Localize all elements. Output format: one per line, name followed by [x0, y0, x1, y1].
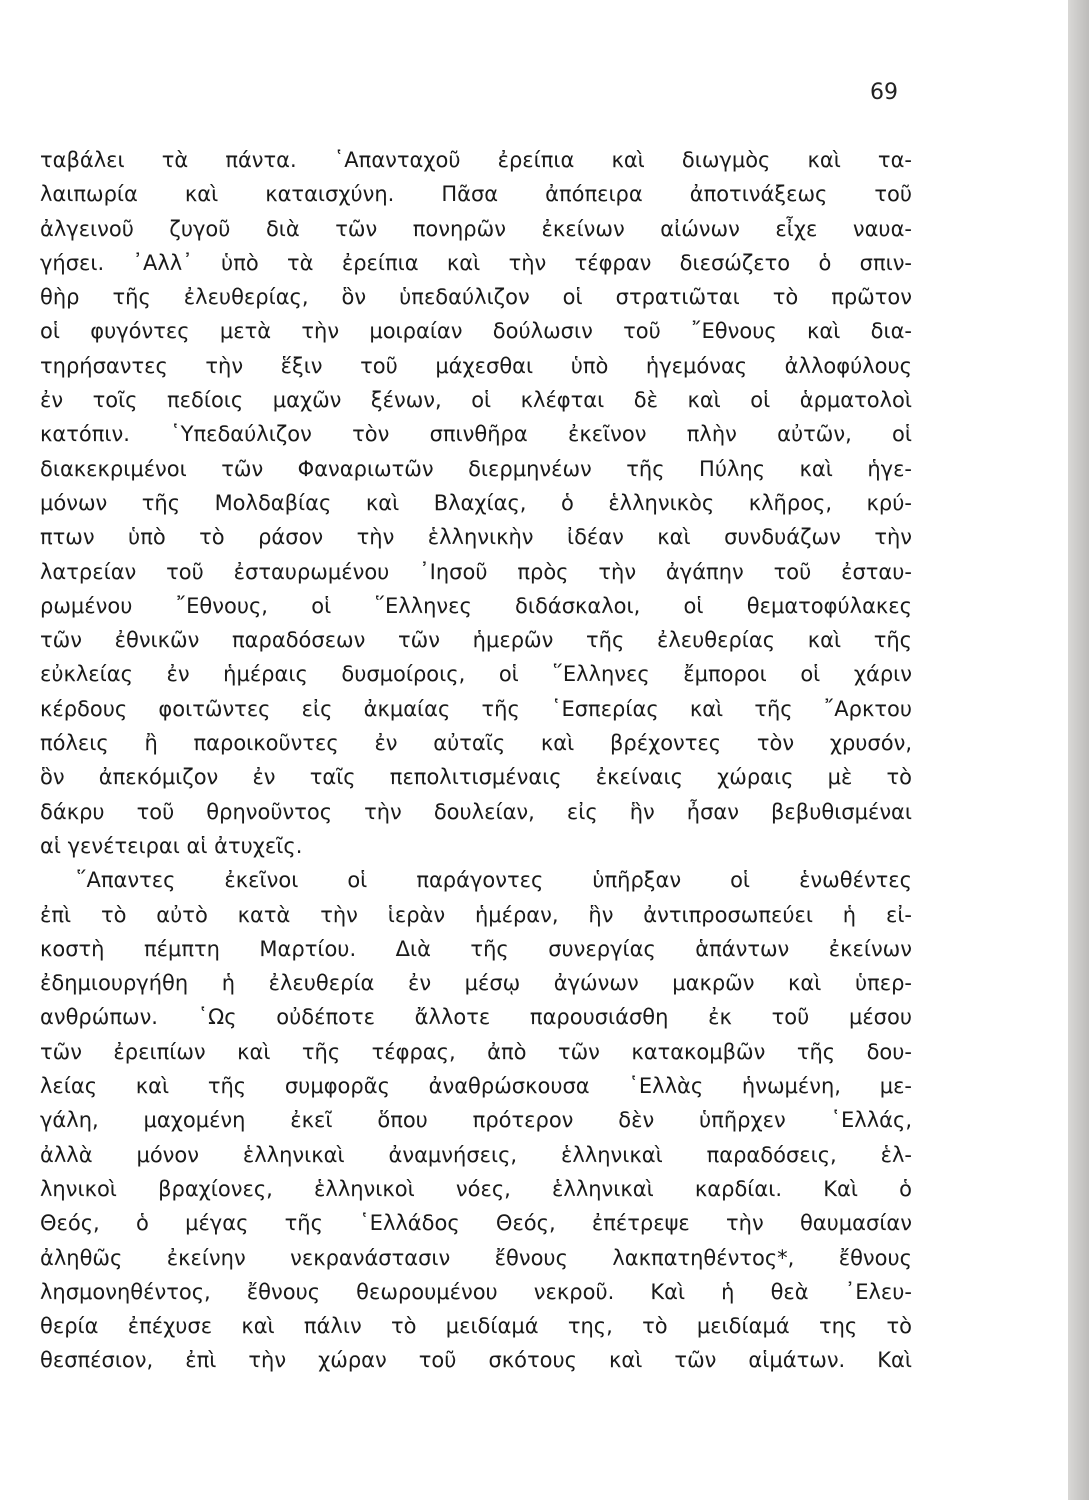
text-line: τηρήσαντες τὴν ἕξιν τοῦ μάχεσθαι ὑπὸ ἡγεμόνας ἀλλοφύλους	[40, 353, 912, 378]
text-line: ἐδημιουργήθη ἡ ἐλευθερία ἐν μέσῳ ἀγώνων μακρῶν καὶ ὑπερ-	[40, 971, 912, 996]
text-line: ἀλγεινοῦ ζυγοῦ διὰ τῶν πονηρῶν ἐκείνων αἰώνων εἶχε ναυα-	[40, 216, 912, 241]
text-line: ῞Απαντες ἐκεῖνοι οἱ παράγοντες ὑπῆρξαν οἱ ἑνωθέντες	[76, 868, 912, 893]
text-line: θερία ἐπέχυσε καὶ πάλιν τὸ μειδίαμά της, τὸ μειδίαμά της τὸ	[40, 1314, 912, 1339]
body-text	[40, 143, 912, 1378]
page-number: 69	[870, 80, 898, 105]
text-line: κέρδους φοιτῶντες εἰς ἀκμαίας τῆς ῾Εσπερίας καὶ τῆς ῎Αρκτου	[40, 696, 912, 721]
text-line: θεσπέσιον, ἐπὶ τὴν χώραν τοῦ σκότους καὶ τῶν αἱμάτων. Καὶ	[40, 1348, 912, 1373]
text-line: ἐπὶ τὸ αὐτὸ κατὰ τὴν ἱερὰν ἡμέραν, ἣν ἀντιπροσωπεύει ἡ εἰ-	[40, 902, 912, 927]
text-line: αἱ γενέτειραι αἱ ἀτυχεῖς.	[40, 833, 303, 858]
text-line: λαιπωρία καὶ καταισχύνη. Πᾶσα ἀπόπειρα ἀποτινάξεως τοῦ	[40, 182, 912, 207]
text-line: κοστὴ πέμπτη Μαρτίου. Διὰ τῆς συνεργίας ἁπάντων ἐκείνων	[40, 936, 912, 961]
text-line: ἀληθῶς ἐκείνην νεκρανάστασιν ἔθνους λακπατηθέντος*, ἔθνους	[40, 1245, 912, 1270]
text-line: εὐκλείας ἐν ἡμέραις δυσμοίροις, οἱ ῞Ελληνες ἔμποροι οἱ χάριν	[40, 662, 912, 687]
text-line: ἐν τοῖς πεδίοις μαχῶν ξένων, οἱ κλέφται δὲ καὶ οἱ ἁρματολοὶ	[40, 388, 912, 413]
text-line: γάλη, μαχομένη ἐκεῖ ὅπου πρότερον δὲν ὑπῆρχεν ῾Ελλάς,	[40, 1108, 912, 1133]
text-line: πτων ὑπὸ τὸ ράσον τὴν ἑλληνικὴν ἰδέαν καὶ συνδυάζων τὴν	[40, 525, 912, 550]
text-line: λείας καὶ τῆς συμφορᾶς ἀναθρώσκουσα ῾Ελλὰς ἡνωμένη, με-	[40, 1074, 912, 1099]
text-line: διακεκριμένοι τῶν Φαναριωτῶν διερμηνέων τῆς Πύλης καὶ ἡγε-	[40, 456, 912, 481]
text-line: μόνων τῆς Μολδαβίας καὶ Βλαχίας, ὁ ἑλληνικὸς κλῆρος, κρύ-	[40, 490, 912, 515]
page-edge-shadow	[1068, 0, 1089, 1500]
text-line: ρωμένου ῎Εθνους, οἱ ῞Ελληνες διδάσκαλοι, οἱ θεματοφύλακες	[40, 593, 912, 618]
text-line: ὃν ἀπεκόμιζον ἐν ταῖς πεπολιτισμέναις ἐκείναις χώραις μὲ τὸ	[40, 765, 912, 790]
text-line: ληνικοὶ βραχίονες, ἑλληνικοὶ νόες, ἑλληνικαὶ καρδίαι. Καὶ ὁ	[40, 1176, 912, 1201]
text-line: γήσει. ᾿Αλλ᾿ ὑπὸ τὰ ἐρείπια καὶ τὴν τέφραν διεσώζετο ὁ σπιν-	[40, 250, 912, 275]
text-line: πόλεις ἢ παροικοῦντες ἐν αὐταῖς καὶ βρέχοντες τὸν χρυσόν,	[40, 731, 912, 756]
text-line: ἀλλὰ μόνον ἑλληνικαὶ ἀναμνήσεις, ἑλληνικαὶ παραδόσεις, ἑλ-	[40, 1142, 912, 1167]
text-line: δάκρυ τοῦ θρηνοῦντος τὴν δουλείαν, εἰς ἣν ἦσαν βεβυθισμέναι	[40, 799, 912, 824]
text-line: ταβάλει τὰ πάντα. ῾Απανταχοῦ ἐρείπια καὶ διωγμὸς καὶ τα-	[40, 148, 912, 172]
text-line: κατόπιν. ῾Υπεδαύλιζον τὸν σπινθῆρα ἐκεῖνον πλὴν αὐτῶν, οἱ	[40, 422, 912, 447]
text-line: Θεός, ὁ μέγας τῆς ῾Ελλάδος Θεός, ἐπέτρεψε τὴν θαυμασίαν	[40, 1211, 912, 1236]
text-line: ανθρώπων. ῾Ως οὐδέποτε ἄλλοτε παρουσιάσθη ἐκ τοῦ μέσου	[40, 1005, 912, 1030]
text-line: οἱ φυγόντες μετὰ τὴν μοιραίαν δούλωσιν τοῦ ῎Εθνους καὶ δια-	[40, 319, 912, 344]
text-line: τῶν ἐθνικῶν παραδόσεων τῶν ἡμερῶν τῆς ἐλευθερίας καὶ τῆς	[40, 628, 912, 653]
text-line: θὴρ τῆς ἐλευθερίας, ὃν ὑπεδαύλιζον οἱ στρατιῶται τὸ πρῶτον	[40, 285, 912, 310]
text-line: λατρείαν τοῦ ἐσταυρωμένου ᾿Ιησοῦ πρὸς τὴν ἀγάπην τοῦ ἐσταυ-	[40, 559, 912, 584]
text-line: τῶν ἐρειπίων καὶ τῆς τέφρας, ἀπὸ τῶν κατακομβῶν τῆς δου-	[40, 1039, 912, 1064]
text-line: λησμονηθέντος, ἔθνους θεωρουμένου νεκροῦ. Καὶ ἡ θεὰ ᾿Ελευ-	[40, 1279, 912, 1304]
